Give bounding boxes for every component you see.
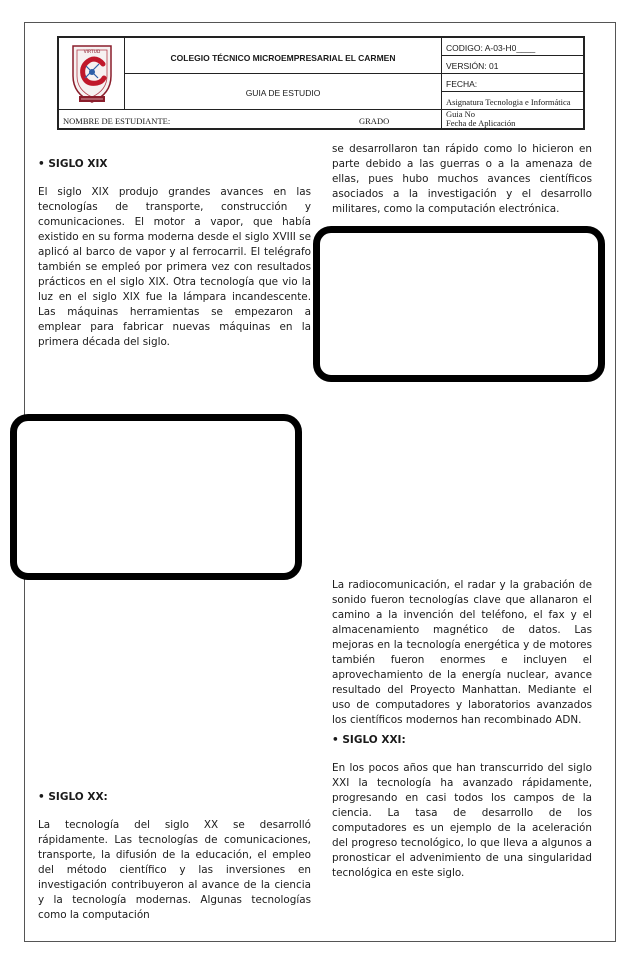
subject-field: Asignatura Tecnologia e Informática [442,92,584,110]
document-type: GUIA DE ESTUDIO [125,74,441,110]
student-name-label: NOMBRE DE ESTUDIANTE: [63,116,171,126]
code-field: CODIGO: A-03-H0____ [442,38,584,56]
siglo-xxi-heading: • SIGLO XXI: [332,734,406,746]
radiocommunication-paragraph: La radiocomunicación, el radar y la grabación de sonido fueron tecnologías clave que allanaron el camino a la invención del teléfono, el fax y el almacenamiento magnético de datos. Las mejoras en la tecnología energética y de motores también fueron enormes e incluyen el aprovechamiento de la energía nuclear, avance resultado del Proyecto Manhattan. Mediante el uso de computadores y laboratorios avanzados los científicos modernos han recombinado ADN. [332,579,592,726]
siglo-xx-heading: • SIGLO XX: [38,791,108,803]
siglo-xix-paragraph: El siglo XIX produjo grandes avances en las tecnologías de transporte, construcción y comunicaciones. El motor a vapor, que había existido en su forma moderna desde el siglo XVIII se aplicó al barco de vapor y al ferrocarril. El telégrafo también se empleó por primera vez con resultados prácticos en el siglo XIX. Otra tecnología que vio la luz en el siglo XIX fue la lámpara incandescente. Las máquinas herramientas se empezaron a emplear para fabricar nuevas máquinas en la primera década del siglo. [38,186,311,348]
image-placeholder-right [313,226,605,382]
version-field: VERSIÓN: 01 [442,56,584,74]
svg-text:VIRTUD: VIRTUD [83,50,101,55]
application-date-field: Fecha de Aplicación [446,118,516,128]
siglo-xx-paragraph: La tecnología del siglo XX se desarrolló rápidamente. Las tecnologías de comunicaciones, transporte, la difusión de la educación, el empleo del método científico y las inversiones en investigación contribuyeron al avance de la ciencia y la tecnología modernas. Algunas tecnologías como la computación [38,819,311,921]
continuation-paragraph: se desarrollaron tan rápido como lo hicieron en parte debido a las guerras o a la amenaza de ellas, pues hubo muchos avances científicos asociados a la investigación y el desarrollo militares, como la computación electrónica. [332,143,592,215]
date-field: FECHA: [442,74,584,92]
image-placeholder-left [10,414,302,580]
grade-label: GRADO [359,116,390,126]
siglo-xxi-paragraph: En los pocos años que han transcurrido del siglo XXI la tecnología ha avanzado rápidamente, progresando en casi todos los campos de la ciencia. La tasa de desarrollo de los computadores es un ejemplo de la aceleración del progreso tecnológico, lo que lleva a algunos a pronosticar el advenimiento de una singularidad tecnológica en este siglo. [332,762,592,879]
guide-number-field: Guia No [446,109,476,119]
document-meta-column [441,38,583,128]
school-logo-cell [59,38,125,110]
school-name: COLEGIO TÉCNICO MICROEMPRESARIAL EL CARMEN [125,38,441,74]
school-logo-icon [59,38,125,110]
siglo-xix-heading: • SIGLO XIX [38,158,108,170]
document-header-table [57,36,585,130]
